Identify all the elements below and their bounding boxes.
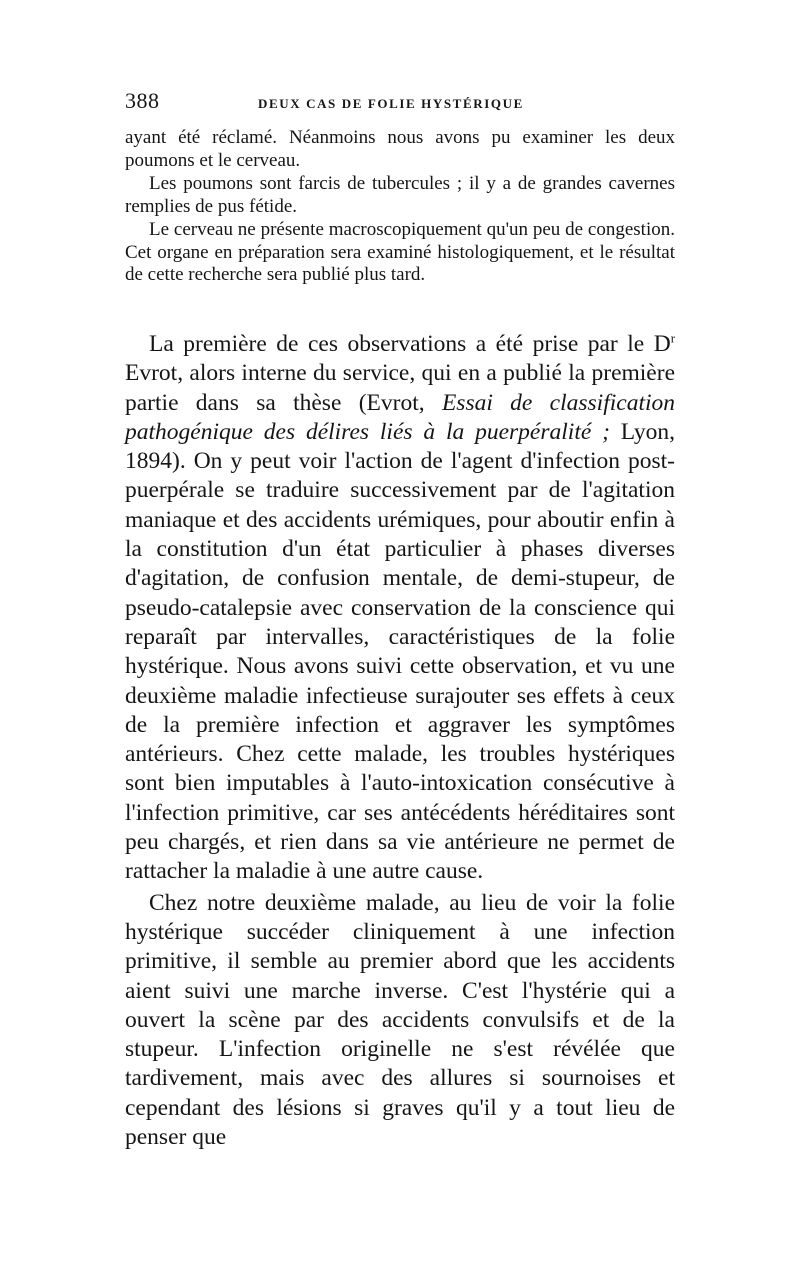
small-print-section (125, 127, 675, 288)
small-paragraph: ayant été réclamé. Néanmoins nous avons pu examiner les deux poumons et le cerveau. (125, 127, 675, 171)
body-text-run: La première de ces observations a été prise par le D (149, 331, 671, 357)
body-text-run: Lyon, 1894). On y peut voir l'action de l'agent d'infection post-puerpérale se traduire successivement par de l'agitation maniaque et des accidents urémiques, pour aboutir enfin à la constitution d'un état particulier à phases diverses d'agitation, de confusion mentale, de demi-stupeur, de pseudo-catalepsie avec conservation de la conscience qui reparaît par intervalles, caractéristiques de la folie hystérique. Nous avons suivi cette observation, et vu une deuxième maladie infectieuse surajouter ses effets à ceux de la première infection et aggraver les symptômes antérieurs. Chez cette malade, les troubles hystériques sont bien imputables à l'auto-intoxication consécutive à l'infection primitive, car ses antécédents héréditaires sont peu chargés, et rien dans sa vie antérieure ne permet de rattacher la maladie à une autre cause. (125, 418, 675, 885)
small-paragraph: Le cerveau ne présente macroscopiquement qu'un peu de congestion. Cet organe en préparation sera examiné histologiquement, et le résultat de cette recherche sera publié plus tard. (125, 219, 675, 285)
italic-citation: Essai de classification pathogénique des délires liés à la puerpéralité ; (125, 389, 676, 445)
page-number: 388 (125, 88, 160, 113)
main-text (125, 330, 675, 1154)
running-title: DEUX CAS DE FOLIE HYSTÉRIQUE (258, 96, 524, 111)
body-text-run: Evrot, alors interne du service, qui en a publié la première partie dans sa thèse (Evrot, (125, 360, 675, 416)
superscript: r (670, 330, 675, 346)
page-header (125, 88, 675, 118)
body-paragraph: Chez notre deuxième malade, au lieu de voir la folie hystérique succéder cliniquement à une infection primitive, il semble au premier abord que les accidents aient suivi une marche inverse. C'est l'hystérie qui a ouvert la scène par des accidents convulsifs et de la stupeur. L'infection originelle ne s'est révélée que tardivement, mais avec des allures si sournoises et cependant des lésions si graves qu'il y a tout lieu de penser que (125, 889, 675, 1151)
body-paragraph (125, 330, 675, 887)
small-paragraph: Les poumons sont farcis de tubercules ; il y a de grandes cavernes remplies de pus fétide. (125, 173, 675, 217)
